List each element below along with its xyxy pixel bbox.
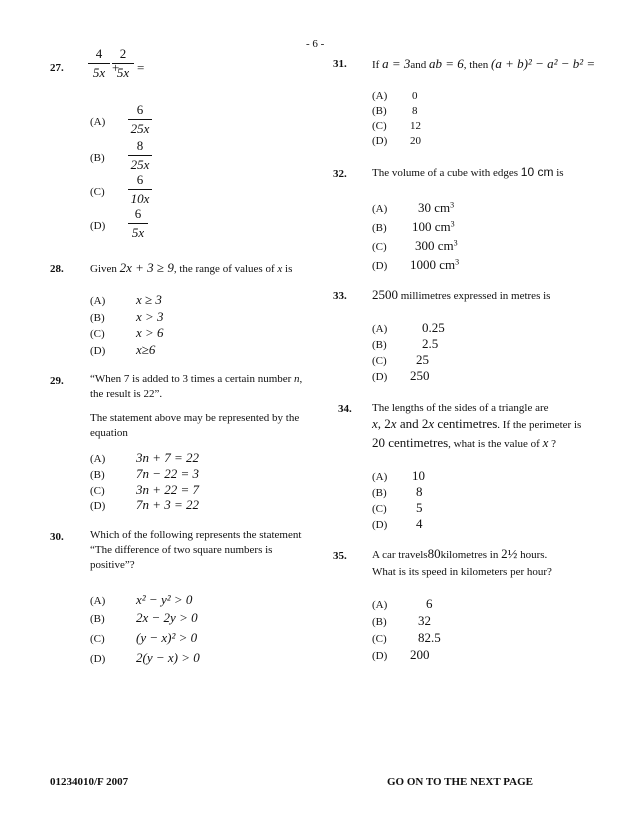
question-31-stem: If a = 3and ab = 6, then (a + b)² − a² − b² = bbox=[372, 56, 596, 71]
footer-next-page: GO ON TO THE NEXT PAGE bbox=[387, 776, 533, 788]
q35-option-a[interactable]: (A) 6 bbox=[372, 596, 433, 611]
q27-option-c[interactable]: 6 10x bbox=[128, 172, 152, 207]
q31-option-a[interactable]: (A) 0 bbox=[372, 90, 418, 102]
footer-code: 01234010/F 2007 bbox=[50, 776, 129, 788]
q27-option-b-label: (B) bbox=[90, 152, 105, 164]
question-32-stem: The volume of a cube with edges 10 cm is bbox=[372, 165, 564, 179]
q27-option-a[interactable]: 6 25x bbox=[128, 102, 152, 137]
q29-option-a[interactable]: (A) 3n + 7 = 22 bbox=[90, 450, 200, 465]
q32-option-b[interactable]: (B) 100 $cm^3$ bbox=[372, 219, 455, 234]
q30-option-c[interactable]: (C) (y − x)² > 0 bbox=[90, 630, 198, 645]
q27-option-a-label: (A) bbox=[90, 116, 106, 128]
question-35-number: 35. bbox=[333, 550, 347, 562]
q29-option-c[interactable]: (C) 3n + 22 = 7 bbox=[90, 482, 200, 497]
question-29-stem: “When 7 is added to 3 times a certain number n, the result is 22”. bbox=[90, 373, 303, 400]
q27-option-b[interactable]: 8 25x bbox=[128, 138, 152, 173]
q29-option-b[interactable]: (B) 7n − 22 = 3 bbox=[90, 466, 200, 481]
question-28-stem: Given 2x + 3 ≥ 9, the range of values of x is bbox=[90, 260, 293, 275]
q28-option-a[interactable]: (A) x ≥ 3 bbox=[90, 292, 162, 307]
q35-option-d[interactable]: (D) 200 bbox=[372, 647, 430, 662]
q27-fraction-2: 2 5x bbox=[112, 46, 134, 81]
q28-option-c[interactable]: (C) x > 6 bbox=[90, 325, 164, 340]
q34-option-b[interactable]: (B) 8 bbox=[372, 484, 423, 499]
page-number: - 6 - bbox=[306, 38, 325, 50]
q31-option-c[interactable]: (C) 12 bbox=[372, 120, 421, 132]
q33-option-c[interactable]: (C) 25 bbox=[372, 352, 429, 367]
q31-option-d[interactable]: (D) 20 bbox=[372, 135, 421, 147]
question-29-stem-2: The statement above may be represented by the equation bbox=[90, 412, 300, 439]
q31-option-b[interactable]: (B) 8 bbox=[372, 105, 418, 117]
q33-option-a[interactable]: (A) 0.25 bbox=[372, 320, 445, 335]
q27-option-d[interactable]: 6 5x bbox=[128, 206, 148, 241]
q27-option-c-label: (C) bbox=[90, 186, 105, 198]
question-28-number: 28. bbox=[50, 263, 64, 275]
q29-option-d[interactable]: (D) 7n + 3 = 22 bbox=[90, 497, 200, 512]
q35-option-c[interactable]: (C) 82.5 bbox=[372, 630, 441, 645]
q32-option-a[interactable]: (A) 30 $cm^3$ bbox=[372, 200, 455, 215]
question-27-number: 27. bbox=[50, 62, 64, 74]
question-35-stem: A car travels80kilometres in 2½ hours. What is its speed in kilometers per hour? bbox=[372, 546, 552, 578]
question-33-stem: 2500 millimetres expressed in metres is bbox=[372, 287, 551, 302]
q32-option-d[interactable]: (D) 1000 $cm^3$ bbox=[372, 257, 460, 272]
q34-option-a[interactable]: (A) 10 bbox=[372, 468, 425, 483]
question-34-stem: The lengths of the sides of a triangle are x, 2x and 2x centimetres. If the perimeter is 20 centimetres, what is the value of x ? bbox=[372, 402, 582, 450]
q35-option-b[interactable]: (B) 32 bbox=[372, 613, 431, 628]
question-30-number: 30. bbox=[50, 531, 64, 543]
q27-option-d-label: (D) bbox=[90, 220, 106, 232]
q30-option-b[interactable]: (B) 2x − 2y > 0 bbox=[90, 610, 198, 625]
q30-option-d[interactable]: (D) 2(y − x) > 0 bbox=[90, 650, 200, 665]
question-33-number: 33. bbox=[333, 290, 347, 302]
q27-fraction-1: 4 5x bbox=[88, 46, 110, 81]
question-30-stem: Which of the following represents the statement “The difference of two square numbers is positive”? bbox=[90, 529, 302, 571]
q34-option-c[interactable]: (C) 5 bbox=[372, 500, 423, 515]
q32-option-c[interactable]: (C) 300 $cm^3$ bbox=[372, 238, 458, 253]
question-34-number: 34. bbox=[338, 403, 352, 415]
q33-option-d[interactable]: (D) 250 bbox=[372, 368, 430, 383]
q30-option-a[interactable]: (A) x² − y² > 0 bbox=[90, 592, 193, 607]
q28-option-d[interactable]: (D) x≥6 bbox=[90, 342, 156, 357]
question-29-number: 29. bbox=[50, 375, 64, 387]
question-32-number: 32. bbox=[333, 168, 347, 180]
question-31-number: 31. bbox=[333, 58, 347, 70]
q34-option-d[interactable]: (D) 4 bbox=[372, 516, 423, 531]
q33-option-b[interactable]: (B) 2.5 bbox=[372, 336, 439, 351]
q28-option-b[interactable]: (B) x > 3 bbox=[90, 309, 164, 324]
